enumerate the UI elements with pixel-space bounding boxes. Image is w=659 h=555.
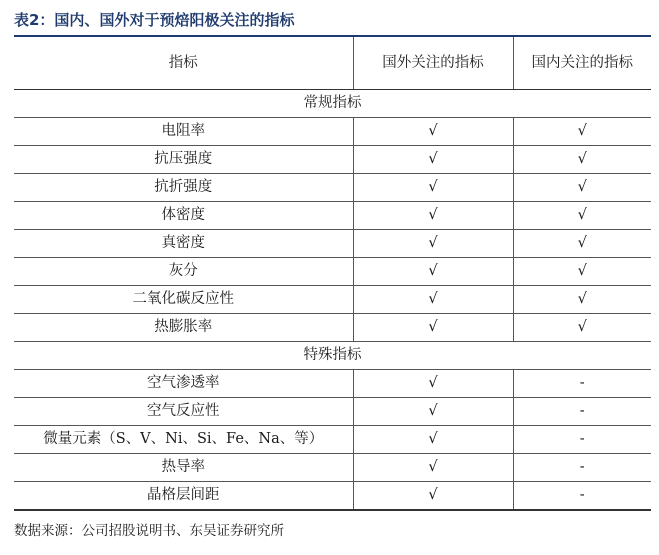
indicator-cell: 电阻率: [14, 118, 353, 146]
domestic-mark-cell: √: [513, 202, 651, 230]
foreign-mark-cell: √: [353, 174, 513, 202]
table-row: [14, 286, 651, 314]
indicator-cell: 晶格层间距: [14, 482, 353, 511]
table-row: [14, 426, 651, 454]
foreign-mark-cell: √: [353, 286, 513, 314]
table-header-row: [14, 36, 651, 90]
domestic-mark-cell: √: [513, 174, 651, 202]
header-domestic: 国内关注的指标: [513, 36, 651, 90]
domestic-mark-cell: √: [513, 314, 651, 342]
table-row: [14, 454, 651, 482]
table-row: [14, 398, 651, 426]
domestic-mark-cell: √: [513, 118, 651, 146]
foreign-mark-cell: √: [353, 202, 513, 230]
header-indicator: 指标: [14, 36, 353, 90]
section-title: 特殊指标: [14, 342, 651, 370]
table-body: [14, 90, 651, 511]
indicator-cell: 微量元素（S、V、Ni、Si、Fe、Na、等）: [14, 426, 353, 454]
foreign-mark-cell: √: [353, 258, 513, 286]
foreign-mark-cell: √: [353, 426, 513, 454]
domestic-mark-cell: √: [513, 230, 651, 258]
table-row: [14, 146, 651, 174]
domestic-mark-cell: √: [513, 146, 651, 174]
indicator-cell: 空气反应性: [14, 398, 353, 426]
domestic-mark-cell: -: [513, 426, 651, 454]
indicator-cell: 体密度: [14, 202, 353, 230]
foreign-mark-cell: √: [353, 146, 513, 174]
domestic-mark-cell: √: [513, 258, 651, 286]
foreign-mark-cell: √: [353, 118, 513, 146]
table-row: [14, 370, 651, 398]
indicator-cell: 二氧化碳反应性: [14, 286, 353, 314]
foreign-mark-cell: √: [353, 230, 513, 258]
table-row: [14, 482, 651, 511]
table-row: [14, 314, 651, 342]
table-row: [14, 230, 651, 258]
domestic-mark-cell: -: [513, 370, 651, 398]
foreign-mark-cell: √: [353, 370, 513, 398]
table-row: [14, 202, 651, 230]
indicator-cell: 空气渗透率: [14, 370, 353, 398]
table-title: 表2：国内、国外对于预焙阳极关注的指标: [14, 11, 295, 29]
indicator-table: [14, 35, 651, 511]
domestic-mark-cell: -: [513, 454, 651, 482]
table-row: [14, 118, 651, 146]
domestic-mark-cell: -: [513, 398, 651, 426]
indicator-cell: 真密度: [14, 230, 353, 258]
indicator-cell: 热导率: [14, 454, 353, 482]
foreign-mark-cell: √: [353, 482, 513, 511]
foreign-mark-cell: √: [353, 398, 513, 426]
section-title: 常规指标: [14, 90, 651, 118]
foreign-mark-cell: √: [353, 454, 513, 482]
indicator-cell: 抗折强度: [14, 174, 353, 202]
section-row: [14, 342, 651, 370]
header-foreign: 国外关注的指标: [353, 36, 513, 90]
foreign-mark-cell: √: [353, 314, 513, 342]
indicator-cell: 抗压强度: [14, 146, 353, 174]
source-note: 数据来源：公司招股说明书、东吴证券研究所: [14, 523, 284, 539]
table-row: [14, 258, 651, 286]
table-row: [14, 174, 651, 202]
section-row: [14, 90, 651, 118]
domestic-mark-cell: √: [513, 286, 651, 314]
indicator-cell: 灰分: [14, 258, 353, 286]
domestic-mark-cell: -: [513, 482, 651, 511]
indicator-cell: 热膨胀率: [14, 314, 353, 342]
